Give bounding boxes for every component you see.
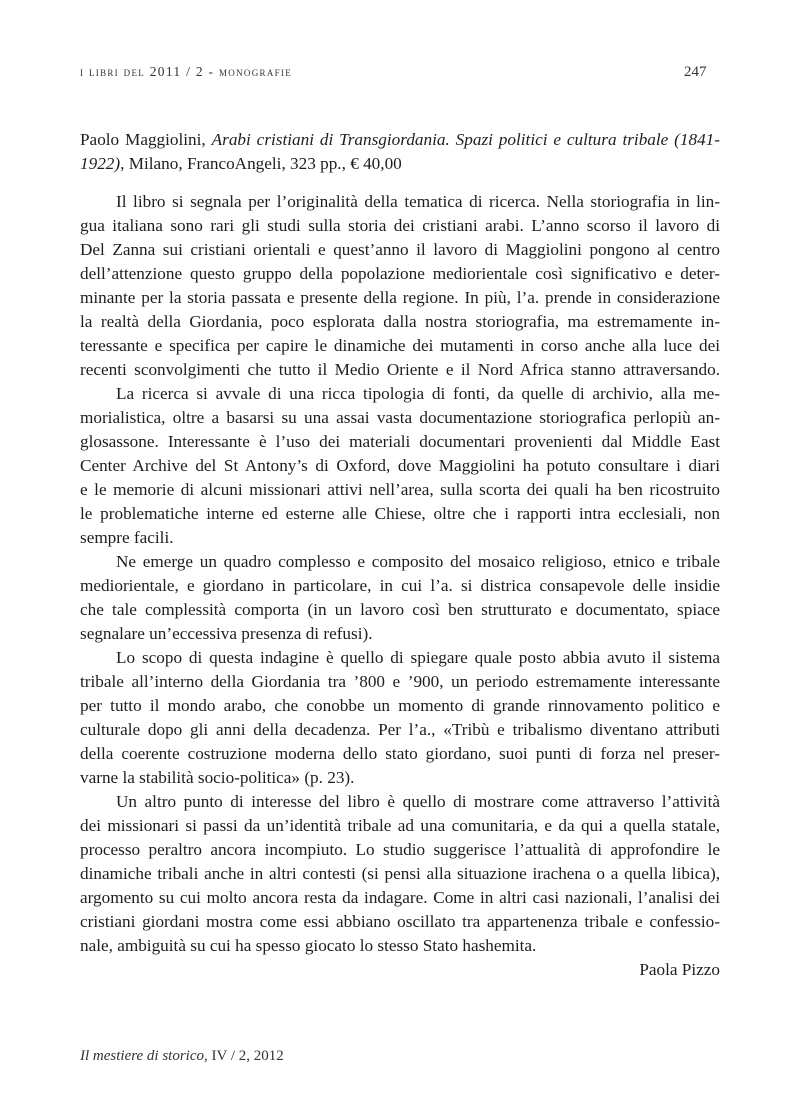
body-line: per tutto il mondo arabo, che conobbe un momento di grande rinnovamento politico e xyxy=(80,696,720,715)
body-line: Ne emerge un quadro complesso e composito del mosaico religioso, etnico e tribale xyxy=(116,552,720,571)
body-line: la realtà della Giordania, poco esplorata dalla nostra storiografia, ma estremamente in- xyxy=(80,312,720,331)
body-line: processo peraltro ancora incompiuto. Lo studio suggerisce l’attualità di approfondire le xyxy=(80,840,720,859)
body-line: culturale dopo gli anni della decadenza. Per l’a., «Tribù e tribalismo diventano attributi xyxy=(80,720,720,739)
journal-title: Il mestiere di storico xyxy=(80,1048,205,1064)
review-author: Paola Pizzo xyxy=(639,960,720,979)
citation-line xyxy=(80,152,720,176)
body-line: teressante e specifica per capire le dinamiche dei mutamenti in corso anche alla luce dei xyxy=(80,336,720,355)
body-line: mediorientale, e giordano in particolare, in cui l’a. si districa consapevole delle insidie xyxy=(80,576,720,595)
body-line: sempre facili. xyxy=(80,528,174,547)
body-line: dei missionari si passi da un’identità tribale ad una comunitaria, e da qui a quella statale, xyxy=(80,816,720,835)
body-line: le problematiche interne ed esterne alle Chiese, oltre che i rapporti intra ecclesiali, non xyxy=(80,504,720,523)
body-line: varne la stabilità socio-politica» (p. 23). xyxy=(80,768,355,787)
body-line: e le memorie di alcuni missionari attivi nell’area, sulla scorta dei quali ha ben ricostruito xyxy=(80,480,720,499)
body-line: che tale complessità comporta (in un lavoro così ben strutturato e documentato, spiace xyxy=(80,600,720,619)
body-line: Del Zanna sui cristiani orientali e quest’anno il lavoro di Maggiolini pongono al centro xyxy=(80,240,720,259)
citation-publication: , Milano, FrancoAngeli, 323 pp., € 40,00 xyxy=(120,154,402,173)
body-line: Center Archive del St Antony’s di Oxford, dove Maggiolini ha potuto consultare i diari xyxy=(80,456,720,475)
body-line: nale, ambiguità su cui ha spesso giocato lo stesso Stato hashemita. xyxy=(80,936,537,955)
body-line: dinamiche tribali anche in altri contesti (si pensi alla situazione irachena o a quella libica), xyxy=(80,864,720,883)
body-line: Il libro si segnala per l’originalità della tematica di ricerca. Nella storiografia in lin- xyxy=(116,192,720,211)
body-line: morialistica, oltre a basarsi su una assai vasta documentazione storiografica perlopiù an- xyxy=(80,408,720,427)
journal-issue: , IV / 2, 2012 xyxy=(204,1048,284,1064)
body-line: tribale all’interno della Giordania tra ’800 e ’900, un periodo estremamente interessante xyxy=(80,672,720,691)
running-head: i libri del 2011 / 2 - monografie xyxy=(80,64,293,79)
body-line: gua italiana sono rari gli studi sulla storia dei cristiani arabi. L’anno scorso il lavoro di xyxy=(80,216,720,235)
body-line: minante per la storia passata e presente della regione. In più, l’a. prende in considerazione xyxy=(80,288,720,307)
body-line: Un altro punto di interesse del libro è quello di mostrare come attraverso l’attività xyxy=(116,792,720,811)
body-line: dell’attenzione questo gruppo della popolazione mediorientale così significativo e deter- xyxy=(80,264,720,283)
body-line: Lo scopo di questa indagine è quello di spiegare quale posto abbia avuto il sistema xyxy=(116,648,720,667)
body-line: recenti sconvolgimenti che tutto il Medio Oriente e il Nord Africa stanno attraversando. xyxy=(80,360,720,379)
body-line: segnalare un’eccessiva presenza di refusi). xyxy=(80,624,373,643)
body-line: glosassone. Interessante è l’uso dei materiali documentari provenienti dal Middle East xyxy=(80,432,720,451)
body-line: La ricerca si avvale di una ricca tipologia di fonti, da quelle di archivio, alla me- xyxy=(116,384,720,403)
journal-footer xyxy=(80,1048,284,1065)
body-line: argomento su cui molto ancora resta da indagare. Come in altri casi nazionali, l’analisi dei xyxy=(80,888,720,907)
body-line: della coerente costruzione moderna dello stato giordano, suoi punti di forza nel preser- xyxy=(80,744,720,763)
citation-line xyxy=(80,128,720,152)
citation-title-end: 1922) xyxy=(80,154,121,173)
page-number: 247 xyxy=(684,64,707,80)
citation-author: Paolo Maggiolini, xyxy=(80,130,206,149)
body-line: cristiani giordani mostra come essi abbiano oscillato tra appartenenza tribale e confessio- xyxy=(80,912,720,931)
citation-title: Arabi cristiani di Transgiordania. Spazi politici e cultura tribale (1841- xyxy=(211,130,720,149)
